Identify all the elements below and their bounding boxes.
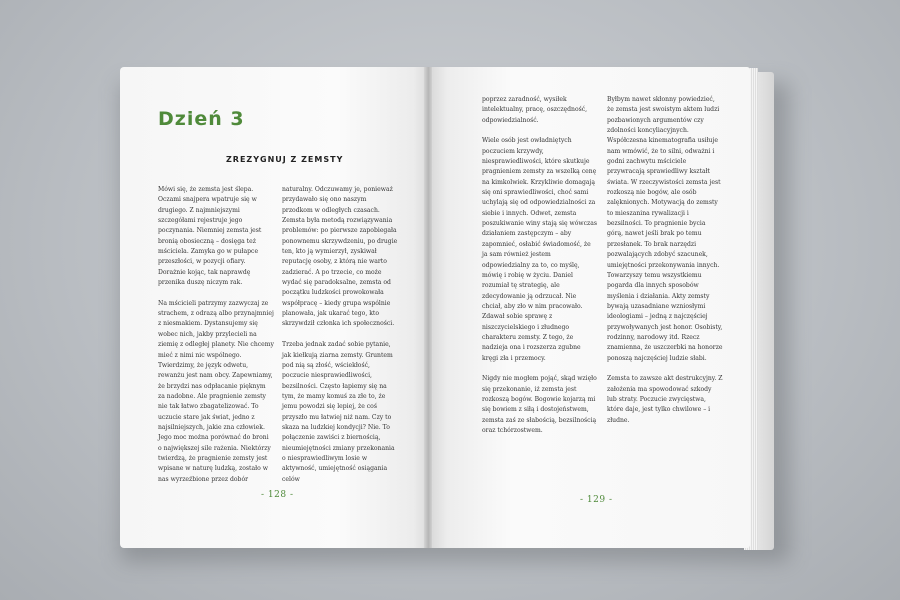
paragraph: Nigdy nie mogłem pojąć, skąd wzięło się przekonanie, iż zemsta jest rozkoszą bogów. Bogowie kojarzą mi się bowiem z siłą i dostojeństwem, zemsta zaś ze słabością, bezsilnością oraz tchórzostwem. [482, 375, 597, 434]
paragraph: Trzeba jednak zadać sobie pytanie, jak kiełkują ziarna zemsty. Gruntem pod nią są złość, wściekłość, poczucie niesprawiedliwości, bezsilności. Często łapiemy się na tym, że mamy komuś za złe to, że jemu powodzi się lepiej, że coś przyszło mu łatwiej niż nam. Czy to skaza na ludzkiej kondycji? Nie. To połączenie zawiści z biernością, nieumiejętności zmiany przekonania o niesprawiedliwym losie w aktywność, umiejętność osiągania celów [282, 341, 395, 483]
page-number-left: - 128 - [261, 490, 294, 500]
paragraph: poprzez zaradność, wysiłek intelektualny, pracę, oszczędność, odpowiedzialność. [482, 96, 588, 124]
section-title: ZREZYGNUJ Z ZEMSTY [226, 155, 344, 164]
left-page-column-1 [158, 185, 274, 495]
right-page-column-1 [482, 95, 598, 447]
chapter-title: Dzień 3 [158, 108, 245, 130]
right-page-column-2 [607, 95, 723, 436]
page-number-right: - 129 - [580, 495, 613, 505]
paragraph: Na mścicieli patrzymy zazwyczaj ze strachem, z odrazą albo przynajmniej z niesmakiem. Dystansujemy się wobec nich, jakby przylecieli na ziemię z odległej planety. Nie chcemy mieć z nimi nic wspólnego. Twierdzimy, że język odwetu, rewanżu jest nam obcy. Zapewniamy, że brzydzi nas odpłacanie pięknym za nadobne. Ale pragnienie zemsty nie tak łatwo zbagatelizować. To uczucie stare jak świat, jedno z najsilniejszych, jakie zna człowiek. Jego moc można porównać do broni o największej sile rażenia. Niektórzy twierdzą, że pragnienie zemsty jest wpisane w naturę ludzką, zostało w nas wyrzeźbione przez dobór [158, 299, 274, 483]
paragraph: Mówi się, że zemsta jest ślepa. Oczami snajpera wpatruje się w drugiego. Z najmniejszymi szczegółami rejestruje jego poczynania. Niemniej zemsta jest bronią obosieczną – dosięga też mściciela. Zamyka go w pułapce przeszłości, w pozycji ofiary. Dorażnie kojąc, tak naprawdę przenika duszę niczym rak. [158, 186, 262, 287]
left-page-column-2 [282, 185, 398, 495]
paragraph: Wiele osób jest owładniętych poczuciem krzywdy, niesprawiedliwości, które skutkuje pragnieniem zemsty za wszelką cenę na kimkolwiek. Krzykliwie domagają się oni sprawiedliwości, choć sami uchylają się od odpowiedzialności za siebie i innych. Odwet, zemsta poszukiwanie winy stają się wówczas działaniem zastępczym – aby zapomnieć, osłabić świadomość, że ja sam również jestem odpowiedzialny za to, co myślę, mówię i robię w życiu. Daniel rozumiał tę strategię, ale zdecydowanie ją odrzucał. Nie chciał, aby zło w nim pracowało. Zdawał sobie sprawę z niszczycielskiego i złudnego charakteru zemsty. Z tego, że nadzieja ona i rozszerza zgubne kręgi zła i przemocy. [482, 137, 597, 362]
paragraph: Zemsta to zawsze akt destrukcyjny. Z założenia ma spowodować szkody lub straty. Poczucie zwycięstwa, które daje, jest tylko chwilowe – i złudne. [607, 375, 723, 424]
book-spine-gutter [424, 67, 432, 548]
paragraph: Byłbym nawet skłonny powiedzieć, że zemsta jest swoistym aktem ludzi pozbawionych argumentów czy zdolności koncyliacyjnych. Współczesna kinematografia usiłuje nam wmówić, że to silni, odważni i godni zachwytu mściciele przywracają sprawiedliwy kształt świata. W rzeczywistości zemsta jest rozkoszą nie bogów, ale osób zalęknionych. Motywacją do zemsty to mieszanina rywalizacji i bezsilności. To pragnienie bycia górą, nawet jeśli brak po temu przesłanek. To brak narzędzi pozwalających zdobyć szacunek, umiejętności przekonywania innych. Towarzyszy temu wszystkiemu pogarda dla innych sposobów myślenia i działania. Akty zemsty bywają uzasadniane wzniosłymi ideologiami – jedną z najczęściej przywoływanych jest honor. Osobisty, rodzinny, narodowy itd. Rzecz znamienna, że uszczerbki na honorze ponoszą najczęściej ludzie słabi. [607, 96, 723, 362]
paragraph: naturalny. Odczuwamy je, ponieważ przydawało się ono naszym przodkom w odległych czasach. Zemsta była metodą rozwiązywania problemów: po pierwsze zapobiegała ponownemu skrzywdzeniu, po drugie ten, kto ją wymierzył, zyskiwał reputację osoby, z którą nie warto zadzierać. A po trzecie, co może wydać się paradoksalne, zemsta od początku ludzkości prowokowała współpracę – kiedy grupa wspólnie planowała, jak ukarać tego, kto skrzywdził członka ich społeczności. [282, 186, 398, 328]
